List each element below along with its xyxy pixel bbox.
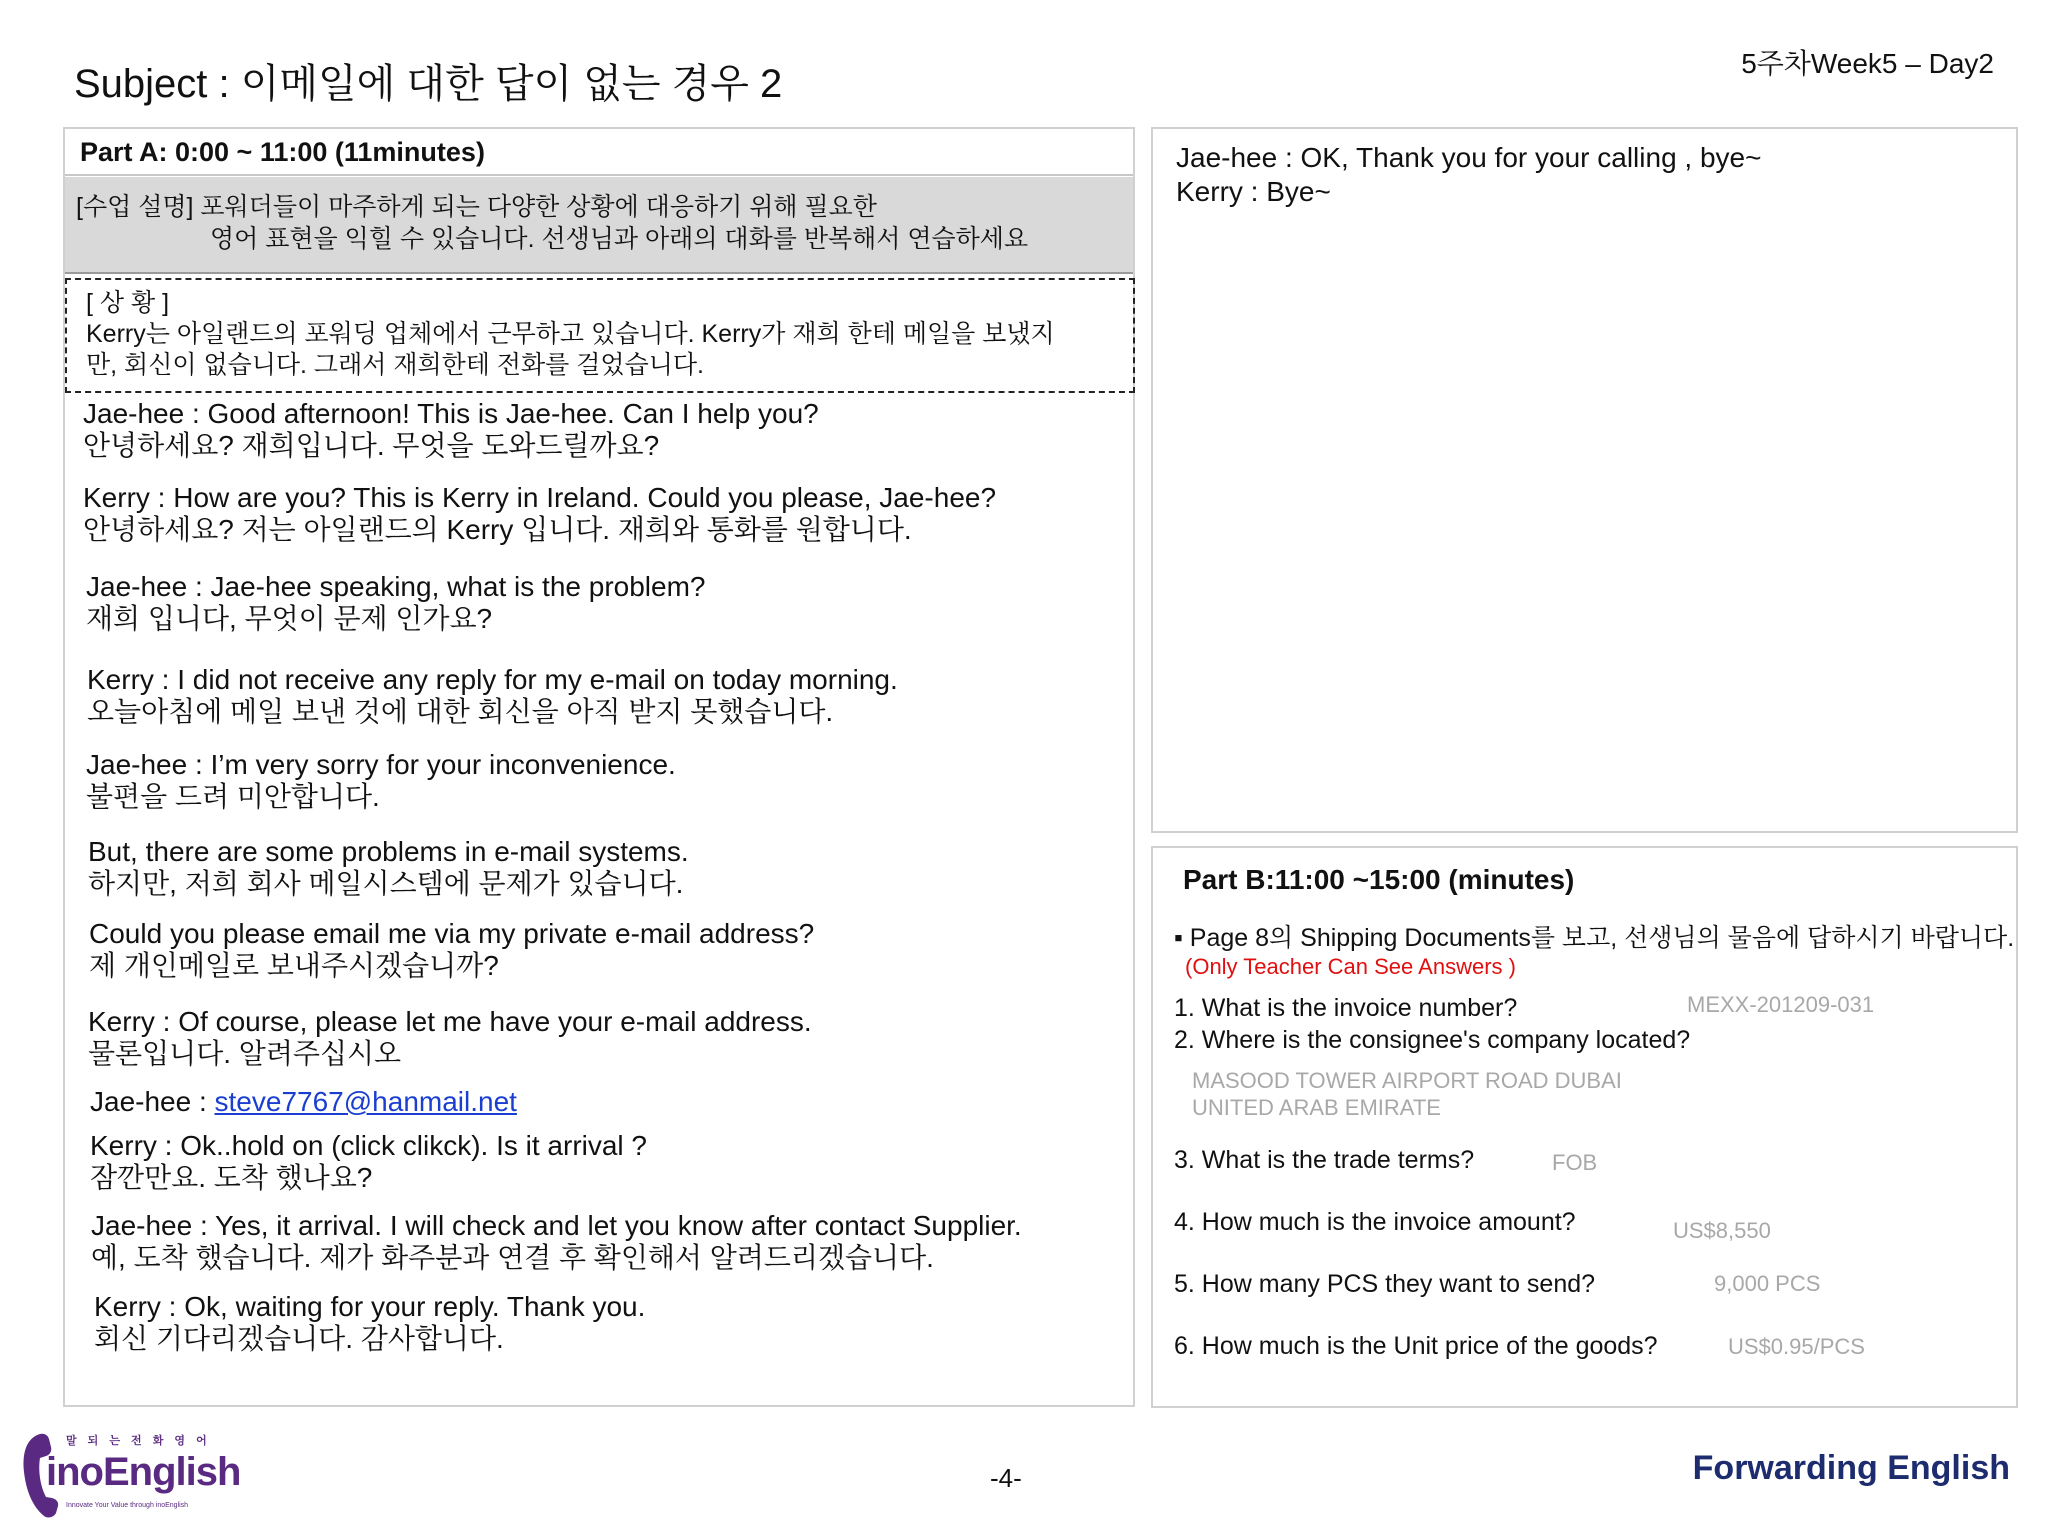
answer-3: FOB: [1552, 1150, 1598, 1175]
answer-5: 9,000 PCS: [1714, 1271, 1821, 1296]
week-day-label: 5주차Week5 – Day2: [1741, 48, 1994, 79]
answer-2-line-1: MASOOD TOWER AIRPORT ROAD DUBAI: [1192, 1068, 1622, 1093]
brand-title: Forwarding English: [1692, 1449, 2010, 1487]
dialogue-en: Jae-hee : Good afternoon! This is Jae-hee. Can I help you?: [83, 398, 819, 429]
situation-box: [65, 278, 1135, 393]
question-1: 1. What is the invoice number?: [1174, 994, 1518, 1022]
question-4: 4. How much is the invoice amount?: [1174, 1208, 1576, 1236]
dialogue-ko: 재희 입니다, 무엇이 문제 인가요?: [86, 603, 493, 634]
answer-1: MEXX-201209-031: [1687, 992, 1875, 1017]
dialogue-en: Kerry : I did not receive any reply for my e-mail on today morning.: [87, 664, 898, 695]
email-speaker: Jae-hee :: [90, 1086, 215, 1117]
dialogue-ko: 물론입니다. 알려주십시오: [88, 1038, 402, 1069]
description-line-2: 영어 표현을 익힐 수 있습니다. 선생님과 아래의 대화를 반복해서 연습하세요: [210, 225, 1029, 253]
dialogue-ko: 오늘아침에 메일 보낸 것에 대한 회신을 아직 받지 못했습니다.: [87, 696, 834, 727]
logo-tagline: Innovate Your Value through inoEnglish: [66, 1502, 189, 1509]
closing-dialogue-panel: [1151, 127, 2018, 833]
dialogue-en: Kerry : Ok..hold on (click clikck). Is it arrival ?: [90, 1130, 648, 1161]
description-line-1: [수업 설명] 포워더들이 마주하게 되는 다양한 상황에 대응하기 위해 필요한: [76, 193, 877, 221]
dialogue-ko: 하지만, 저희 회사 메일시스템에 문제가 있습니다.: [88, 868, 684, 899]
situation-label: [ 상 황 ]: [86, 289, 170, 317]
dialogue-en: Jae-hee : I’m very sorry for your inconvenience.: [86, 749, 676, 780]
dialogue-ko: 회신 기다리겠습니다. 감사합니다.: [94, 1323, 504, 1354]
inoenglish-logo: [18, 1424, 278, 1524]
answer-4: US$8,550: [1673, 1218, 1771, 1243]
logo-small-text: 말 되 는 전 화 영 어: [66, 1435, 211, 1447]
closing-line-1: Jae-hee : OK, Thank you for your calling , bye~: [1176, 142, 1762, 173]
email-link[interactable]: steve7767@hanmail.net: [214, 1086, 517, 1117]
email-line: [90, 1086, 517, 1118]
question-2: 2. Where is the consignee's company located?: [1174, 1026, 1691, 1054]
situation-line-2: 만, 회신이 없습니다. 그래서 재희한테 전화를 걸었습니다.: [86, 351, 704, 379]
dialogue-en: Kerry : Ok, waiting for your reply. Thank you.: [94, 1291, 646, 1322]
dialogue-ko: 제 개인메일로 보내주시겠습니까?: [89, 950, 499, 981]
dialogue-en: But, there are some problems in e-mail systems.: [88, 836, 689, 867]
dialogue-en: Kerry : How are you? This is Kerry in Ireland. Could you please, Jae-hee?: [83, 482, 997, 513]
dialogue-ko: 잠깐만요. 도착 했나요?: [90, 1162, 373, 1193]
dialogue-en: Could you please email me via my private e-mail address?: [89, 918, 815, 949]
part-a-title: Part A: 0:00 ~ 11:00 (11minutes): [65, 129, 1133, 176]
logo-text: inoEnglish: [46, 1450, 241, 1494]
situation-line-1: Kerry는 아일랜드의 포워딩 업체에서 근무하고 있습니다. Kerry가 재희 한테 메일을 보냈지: [86, 320, 1055, 348]
page-subject: Subject : 이메일에 대한 답이 없는 경우 2: [74, 62, 783, 106]
dialogue-ko: 예, 도착 했습니다. 제가 화주분과 연결 후 확인해서 알려드리겠습니다.: [91, 1242, 934, 1273]
question-3: 3. What is the trade terms?: [1174, 1146, 1475, 1174]
page-number: -4-: [990, 1463, 1022, 1493]
dialogue-ko: 불편을 드려 미안합니다.: [86, 781, 380, 812]
answer-2-line-2: UNITED ARAB EMIRATE: [1192, 1095, 1441, 1120]
dialogue-en: Jae-hee : Jae-hee speaking, what is the problem?: [86, 571, 706, 602]
lesson-description: [65, 177, 1133, 274]
question-5: 5. How many PCS they want to send?: [1174, 1270, 1596, 1298]
answer-6: US$0.95/PCS: [1728, 1334, 1865, 1359]
dialogue-en: Kerry : Of course, please let me have your e-mail address.: [88, 1006, 812, 1037]
dialogue-ko: 안녕하세요? 재희입니다. 무엇을 도와드릴까요?: [83, 430, 660, 461]
dialogue-en: Jae-hee : Yes, it arrival. I will check and let you know after contact Supplier.: [91, 1210, 1022, 1241]
part-b-panel: [1151, 846, 2018, 1408]
part-a-panel: [63, 127, 1135, 1407]
part-b-instruction: ▪ Page 8의 Shipping Documents를 보고, 선생님의 물음에 답하시기 바랍니다.: [1174, 924, 2015, 952]
dialogue-ko: 안녕하세요? 저는 아일랜드의 Kerry 입니다. 재희와 통화를 원합니다.: [83, 514, 912, 545]
part-b-title: Part B:11:00 ~15:00 (minutes): [1183, 864, 1575, 895]
closing-line-2: Kerry : Bye~: [1176, 176, 1331, 207]
question-6: 6. How much is the Unit price of the goods?: [1174, 1332, 1658, 1360]
teacher-note: (Only Teacher Can See Answers ): [1185, 954, 1516, 979]
